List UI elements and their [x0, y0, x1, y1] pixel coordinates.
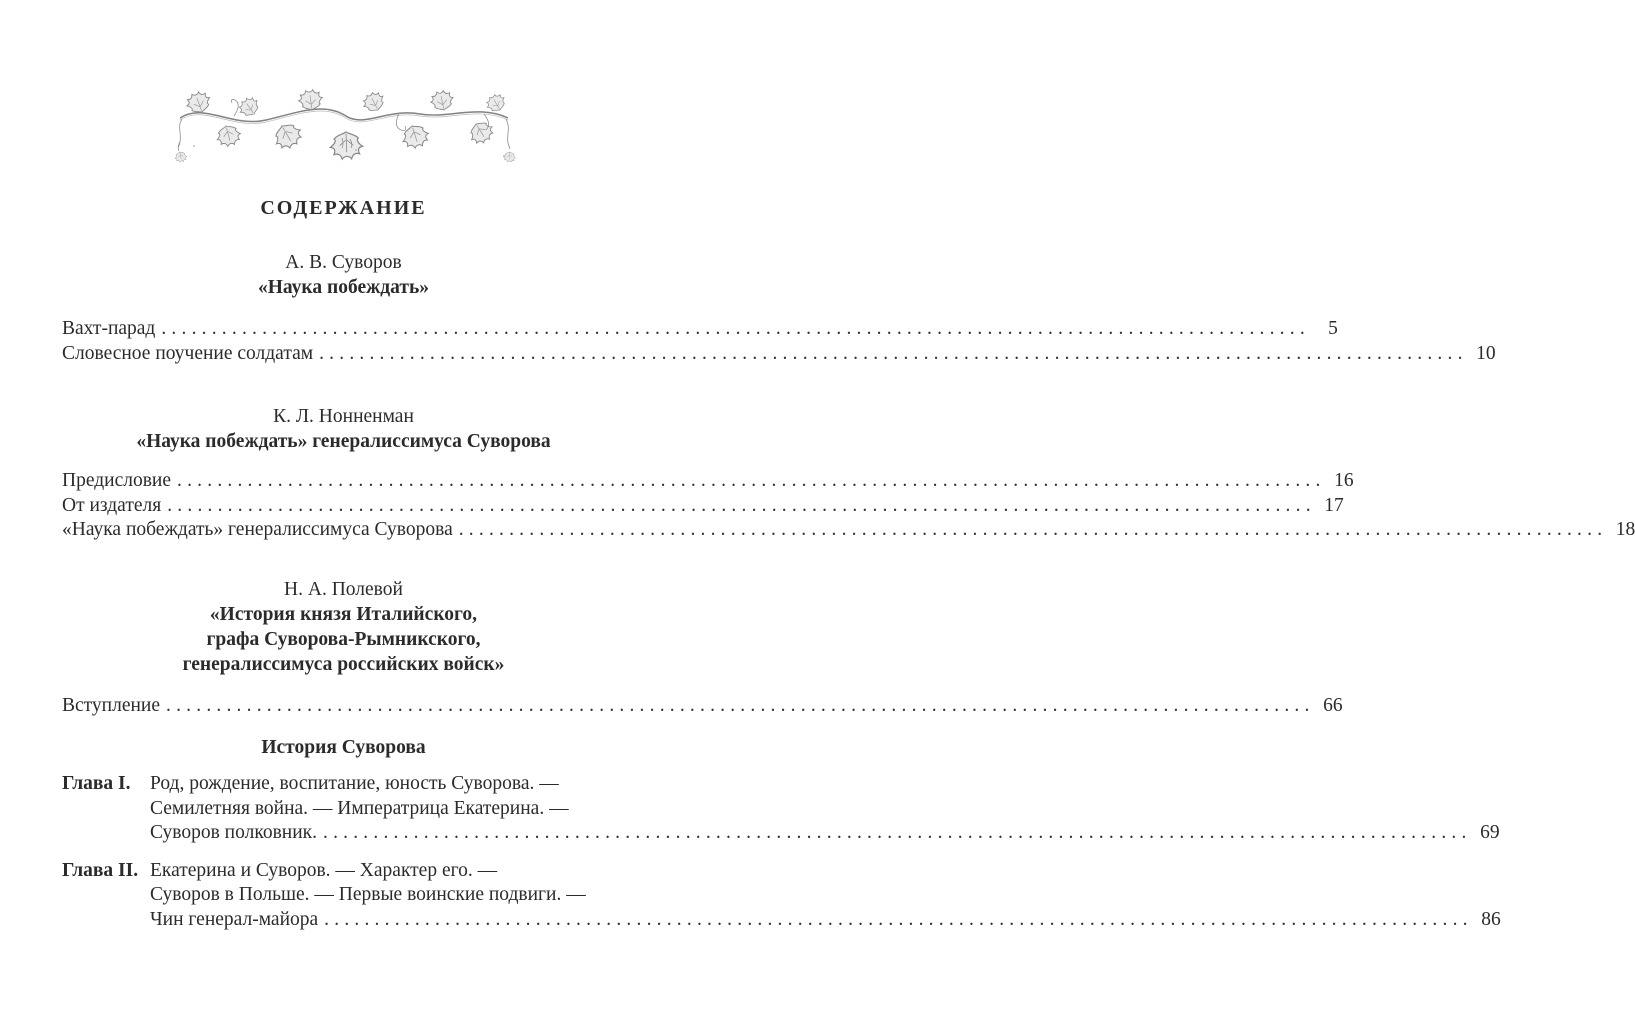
section-work-title: «История князя Италийского,	[209, 603, 478, 625]
page-number: 16	[1334, 470, 1354, 491]
section-author: К. Л. Нонненман	[273, 406, 414, 427]
chapter-body	[150, 859, 1501, 933]
toc-entry	[62, 317, 1338, 342]
section-work-title: графа Суворова-Рымникского,	[206, 628, 481, 650]
chapter-last-line	[150, 908, 1501, 933]
section-author: А. В. Суворов	[285, 252, 402, 273]
chapter-description-line: Чин генерал-майора	[150, 908, 319, 930]
dot-leader	[459, 518, 1608, 543]
chapter-label: Глава I.	[62, 773, 131, 794]
history-heading: История Суворова	[261, 737, 426, 758]
chapter-description-line: Суворов полковник.	[150, 822, 317, 843]
toc-entry	[62, 494, 1344, 519]
toc-entry	[62, 469, 1354, 494]
chapter-label: Глава II.	[62, 859, 139, 881]
page-number: 5	[1328, 318, 1338, 339]
toc-section	[62, 577, 1343, 719]
grapevine-ornament-icon	[174, 86, 514, 164]
toc-entry-label: Вступление	[62, 694, 161, 716]
ornament-container	[62, 0, 625, 164]
history-section	[62, 735, 1501, 932]
dot-leader	[177, 469, 1326, 494]
toc-entry-label: Предисловие	[62, 470, 172, 491]
page-number: 18	[1615, 519, 1635, 540]
toc-entry-label: От издателя	[62, 494, 162, 516]
toc-entry	[62, 342, 1496, 367]
page-number: 86	[1481, 908, 1501, 930]
toc-entry	[62, 694, 1343, 719]
section-work-title: генералиссимуса российских войск»	[182, 653, 505, 675]
page-number: 10	[1476, 342, 1496, 364]
dot-leader	[167, 494, 1316, 519]
toc-entry-label: Вахт-парад	[62, 318, 156, 339]
section-author: Н. А. Полевой	[284, 578, 403, 600]
toc-entry-label: «Наука побеждать» генералиссимуса Суворова	[62, 519, 453, 540]
dot-leader	[166, 694, 1315, 719]
page-number: 17	[1324, 494, 1344, 516]
toc-entry	[62, 518, 1635, 543]
section-work-title: «Наука побеждать»	[257, 277, 429, 298]
chapter-description-line: Семилетняя война. — Императрица Екатерина. —	[150, 797, 569, 819]
dot-leader	[323, 821, 1472, 846]
dot-leader	[324, 908, 1473, 933]
chapter-last-line	[150, 821, 1500, 846]
chapter-entry	[62, 859, 1501, 933]
section-work-title: «Наука побеждать» генералиссимуса Суворова	[136, 431, 551, 452]
toc-section	[62, 250, 1496, 366]
chapter-body	[150, 772, 1500, 846]
dot-leader	[161, 317, 1310, 342]
chapter-description-line: Род, рождение, воспитание, юность Суворова. —	[150, 773, 559, 794]
toc-section	[62, 404, 1635, 543]
page-number: 69	[1480, 822, 1500, 843]
chapter-description-line: Екатерина и Суворов. — Характер его. —	[150, 859, 498, 881]
page-title: СОДЕРЖАНИЕ	[260, 197, 427, 219]
chapter-entry	[62, 772, 1500, 846]
toc-entry-label: Словесное поучение солдатам	[62, 342, 314, 364]
chapter-description-line: Суворов в Польше. — Первые воинские подвиги. —	[150, 884, 586, 905]
page-number: 66	[1323, 694, 1343, 716]
dot-leader	[319, 342, 1468, 367]
